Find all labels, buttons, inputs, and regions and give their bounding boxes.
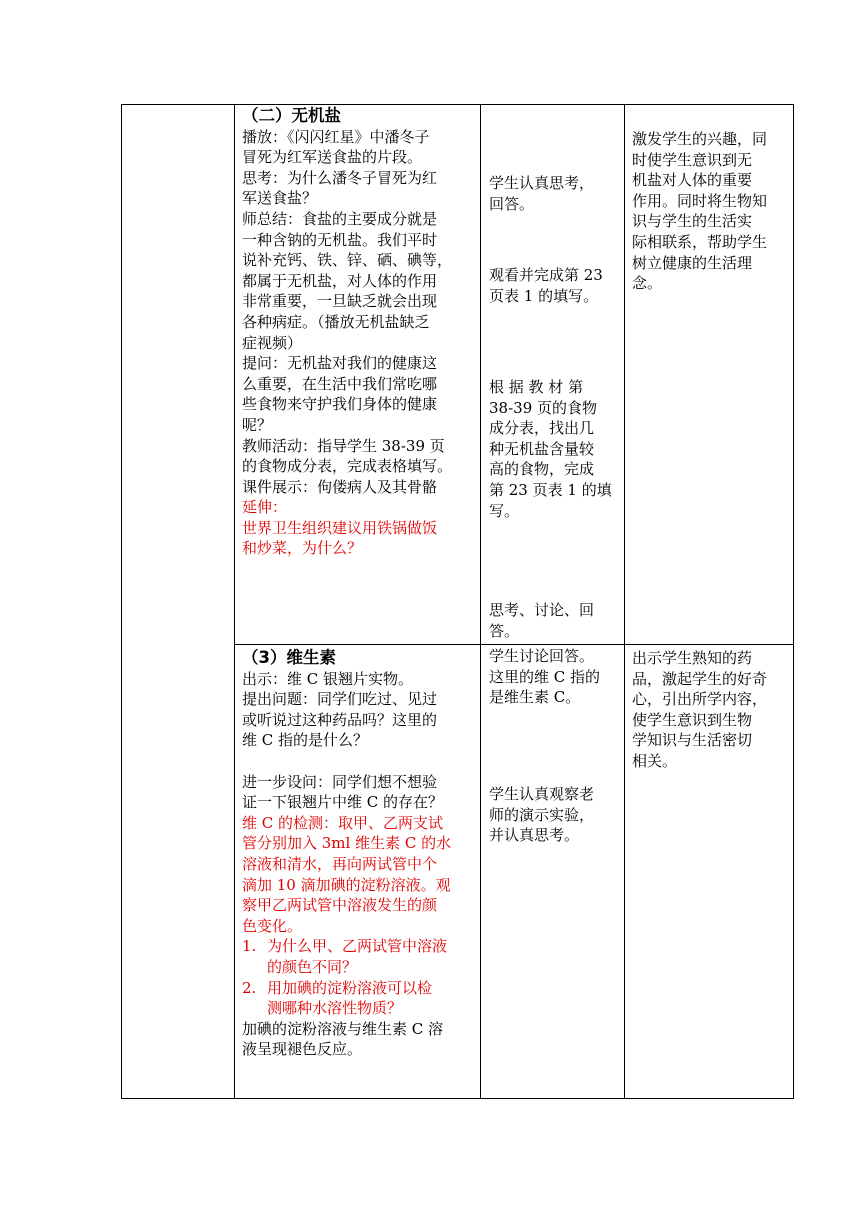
text-line: 些食物来守护我们身体的健康 (242, 395, 438, 414)
table-border-right (793, 104, 794, 1099)
experiment-text: 色变化。 (242, 916, 303, 935)
text-line: 说补充钙、铁、锌、硒、碘等， (242, 251, 453, 270)
text-line: 学生认真观察老 (489, 785, 595, 803)
text-line: 思考、讨论、回 (489, 601, 595, 619)
text-line: 38-39 页的食物 (489, 398, 598, 417)
question-number: 1. (242, 937, 257, 956)
text-line: 答。 (489, 621, 520, 640)
text-line: 第 23 页表 1 的填 (489, 480, 612, 499)
text-line: 观看并完成第 23 (489, 266, 603, 284)
experiment-text: 管分别加入 3ml 维生素 C 的水 (242, 834, 452, 853)
text-line: 各种病症。（播放无机盐缺乏 (242, 312, 430, 331)
text-line: 加碘的淀粉溶液与维生素 C 溶 (242, 1019, 444, 1038)
text-line: 播放：《闪闪红星》中潘冬子 (242, 127, 430, 146)
paragraph-gap (242, 751, 474, 772)
text-line: 症视频） (242, 333, 303, 352)
text-line: 出示：维 C 银翘片实物。 (242, 669, 414, 688)
text-line: 是维生素 C。 (489, 688, 581, 707)
text-line: 教师活动：指导学生 38-39 页 (242, 436, 445, 455)
text-line: 学生讨论回答。 (489, 647, 595, 665)
text-line: 么重要，在生活中我们常吃哪 (242, 374, 438, 393)
question-number: 2. (242, 978, 257, 997)
minerals-heading: （二）无机盐 (242, 106, 341, 125)
text-line: 念。 (632, 274, 663, 293)
minerals-student-block-1 (489, 173, 617, 214)
table-border-bottom (121, 1098, 794, 1099)
vitamins-heading: （3）维生素 (242, 648, 336, 667)
question-1 (242, 936, 474, 957)
table-column-divider-3 (624, 104, 625, 1099)
text-line: 师的演示实验， (489, 805, 595, 824)
text-line: 提问：无机盐对我们的健康这 (242, 354, 438, 373)
text-line: 进一步设问：同学们想不想验 (242, 772, 438, 791)
text-line: 激发学生的兴趣，同 (632, 130, 768, 148)
text-line: 写。 (489, 501, 520, 520)
vitamins-student-block-1 (489, 646, 617, 708)
table-row-divider (234, 644, 794, 645)
text-line: 作用。同时将生物知 (632, 191, 768, 210)
table-column-divider-1 (234, 104, 235, 1099)
experiment-text: 滴加 10 滴加碘的淀粉溶液。观 (242, 875, 451, 894)
vitamins-teacher-cell (242, 648, 474, 1060)
text-line: 回答。 (489, 194, 535, 213)
text-line: 学知识与生活密切 (632, 731, 753, 750)
experiment-text: 溶液和清水，再向两试管中个 (242, 854, 438, 873)
text-line: 并认真思考。 (489, 826, 580, 845)
text-line: 都属于无机盐，对人体的作用 (242, 271, 438, 290)
minerals-teacher-cell (242, 106, 474, 559)
experiment-text: 察甲乙两试管中溶液发生的颜 (242, 896, 438, 915)
text-line: 维 C 指的是什么？ (242, 731, 369, 750)
text-line: 根 据 教 材 第 (489, 378, 584, 396)
text-line: 时使学生意识到无 (632, 150, 753, 169)
extension-text: 和炒菜，为什么？ (242, 539, 363, 558)
question-text: 的颜色不同？ (267, 957, 358, 976)
experiment-text: 维 C 的检测：取甲、乙两支试 (242, 813, 444, 832)
text-line: 或听说过这种药品吗？这里的 (242, 710, 438, 729)
text-line: 呢？ (242, 415, 273, 434)
minerals-student-block-3 (489, 377, 617, 521)
text-line: 军送食盐？ (242, 189, 318, 208)
vitamins-student-block-2 (489, 784, 617, 846)
minerals-student-block-2 (489, 265, 617, 306)
text-line: 成分表，找出几 (489, 419, 595, 438)
table-border-left (121, 104, 122, 1099)
text-line: 一种含钠的无机盐。我们平时 (242, 230, 438, 249)
text-line: 冒死为红军送食盐的片段。 (242, 148, 423, 167)
text-line: 相关。 (632, 751, 678, 770)
extension-text: 世界卫生组织建议用铁锅做饭 (242, 518, 438, 537)
text-line: 高的食物，完成 (489, 460, 595, 479)
text-line: 证一下银翘片中维 C 的存在？ (242, 793, 444, 812)
question-text: 为什么甲、乙两试管中溶液 (267, 937, 448, 956)
text-line: 机盐对人体的重要 (632, 171, 753, 190)
question-text: 测哪种水溶性物质？ (267, 999, 403, 1018)
table-column-divider-2 (480, 104, 481, 1099)
text-line: 心，引出所学内容， (632, 690, 768, 709)
text-line: 思考：为什么潘冬子冒死为红 (242, 168, 438, 187)
text-line: 课件展示：佝偻病人及其骨骼 (242, 477, 438, 496)
text-line: 际相联系，帮助学生 (632, 232, 768, 251)
text-line: 种无机盐含量较 (489, 439, 595, 458)
text-line: 页表 1 的填写。 (489, 286, 599, 305)
minerals-purpose-cell (632, 129, 788, 294)
minerals-student-block-4 (489, 600, 617, 641)
text-line: 品，激起学生的好奇 (632, 669, 768, 688)
text-line: 识与学生的生活实 (632, 212, 753, 231)
text-line: 液呈现褪色反应。 (242, 1040, 363, 1059)
text-line: 树立健康的生活理 (632, 253, 753, 272)
text-line: 出示学生熟知的药 (632, 649, 753, 667)
table-border-top (121, 104, 794, 105)
text-line: 使学生意识到生物 (632, 710, 753, 729)
text-line: 提出问题：同学们吃过、见过 (242, 690, 438, 709)
text-line: 非常重要，一旦缺乏就会出现 (242, 292, 438, 311)
text-line: 学生认真思考， (489, 174, 595, 192)
question-text: 用加碘的淀粉溶液可以检 (267, 978, 433, 997)
question-2 (242, 978, 474, 999)
vitamins-purpose-cell (632, 648, 788, 772)
text-line: 的食物成分表，完成表格填写。 (242, 457, 453, 476)
text-line: 师总结：食盐的主要成分就是 (242, 209, 438, 228)
text-line: 这里的维 C 指的 (489, 667, 601, 686)
extension-label: 延伸： (242, 498, 288, 517)
